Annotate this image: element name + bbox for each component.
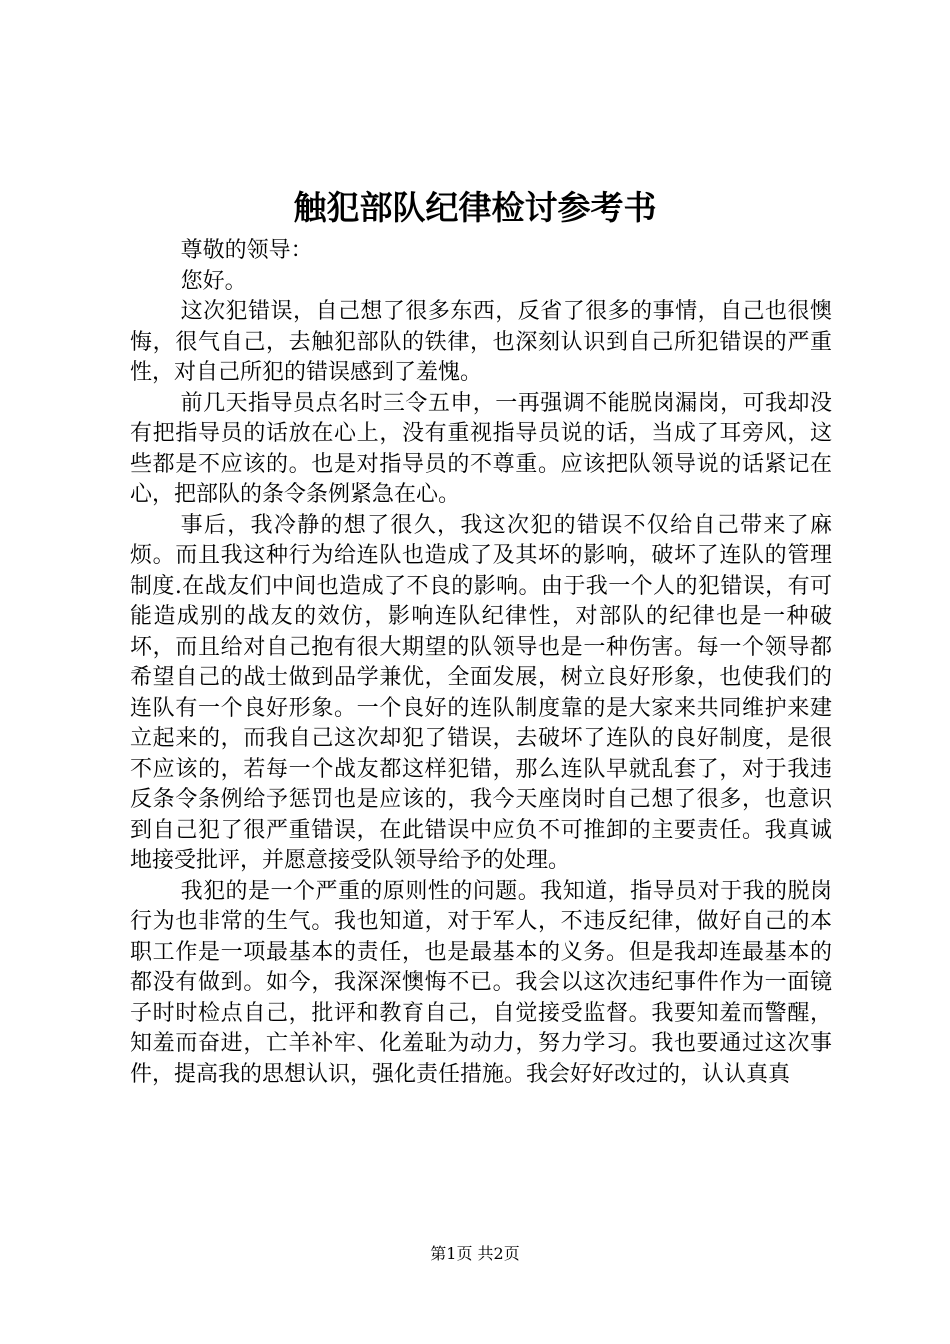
document-body bbox=[130, 236, 832, 1090]
paragraph-1: 这次犯错误，自己想了很多东西，反省了很多的事情，自己也很懊悔，很气自己，去触犯部队的铁律，也深刻认识到自己所犯错误的严重性，对自己所犯的错误感到了羞愧。 bbox=[130, 299, 832, 385]
salutation: 尊敬的领导： bbox=[180, 238, 313, 263]
page-footer: 第1页 共2页 bbox=[430, 1244, 520, 1263]
paragraph-4: 我犯的是一个严重的原则性的问题。我知道，指导员对于我的脱岗行为也非常的生气。我也知道，对于军人，不违反纪律，做好自己的本职工作是一项最基本的责任，也是最基本的义务。但是我却连最基本的都没有做到。如今，我深深懊悔不已。我会以这次违纪事件作为一面镜子时时检点自己，批评和教育自己，自觉接受监督。我要知羞而警醒，知羞而奋进，亡羊补牢、化羞耻为动力，努力学习。我也要通过这次事件，提高我的思想认识，强化责任措施。我会好好改过的，认认真真 bbox=[130, 878, 832, 1087]
greeting: 您好。 bbox=[180, 268, 247, 294]
paragraph-2: 前几天指导员点名时三令五申，一再强调不能脱岗漏岗，可我却没有把指导员的话放在心上，没有重视指导员说的话，当成了耳旁风，这些都是不应该的。也是对指导员的不尊重。应该把队领导说的话紧记在心，把部队的条令条例紧急在心。 bbox=[130, 390, 832, 507]
paragraph-3: 事后，我冷静的想了很久，我这次犯的错误不仅给自己带来了麻烦。而且我这种行为给连队也造成了及其坏的影响，破坏了连队的管理制度.在战友们中间也造成了不良的影响。由于我一个人的犯错误，有可能造成别的战友的效仿，影响连队纪律性，对部队的纪律也是一种破坏，而且给对自己抱有很大期望的队领导也是一种伤害。每一个领导都希望自己的战士做到品学兼优，全面发展，树立良好形象，也使我们的连队有一个良好形象。一个良好的连队制度靠的是大家来共同维护来建立起来的，而我自己这次却犯了错误，去破坏了连队的良好制度，是很不应该的，若每一个战友都这样犯错，那么连队早就乱套了，对于我违反条令条例给予惩罚也是应该的，我今天座岗时自己想了很多，也意识到自己犯了很严重错误，在此错误中应负不可推卸的主要责任。我真诚地接受批评，并愿意接受队领导给予的处理。 bbox=[130, 512, 832, 873]
document-title: 触犯部队纪律检讨参考书 bbox=[293, 188, 657, 227]
